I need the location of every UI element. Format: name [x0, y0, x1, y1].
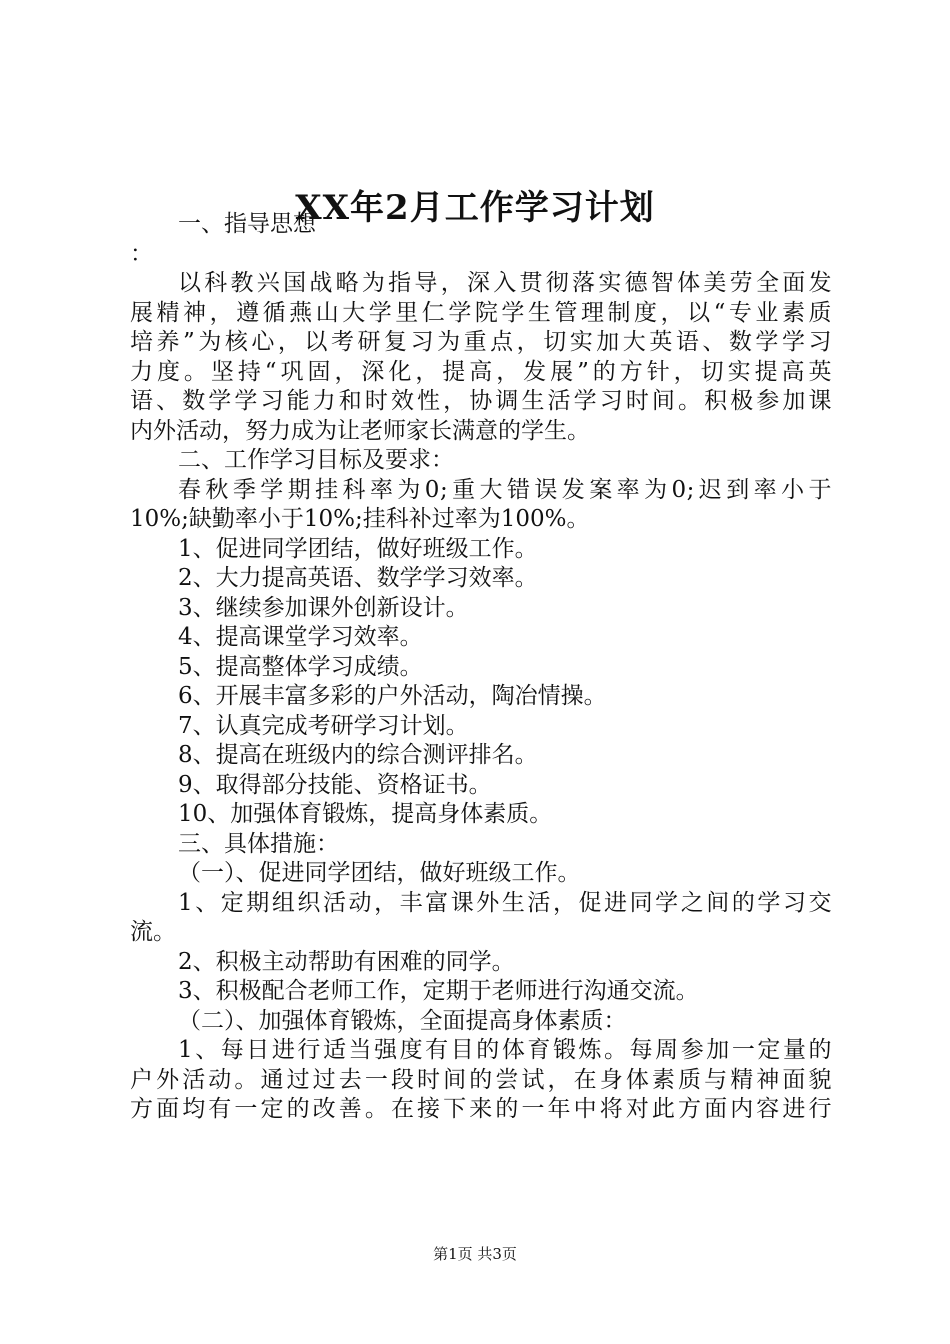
text-line: 内外活动，努力成为让老师家长满意的学生。 [130, 417, 590, 444]
text-line: 培养”为核心，以考研复习为重点，切实加大英语、数学学习 [130, 329, 832, 355]
text-line: 10、加强体育锻炼，提高身体素质。 [178, 801, 553, 827]
text-line: 展精神，遵循燕山大学里仁学院学生管理制度，以“专业素质 [130, 299, 832, 326]
text-line: ： [130, 240, 153, 267]
text-line: 5、提高整体学习成绩。 [178, 653, 423, 680]
document-body [130, 210, 832, 1125]
text-line: 4、提高课堂学习效率。 [178, 624, 423, 650]
text-line: 6、开展丰富多彩的户外活动，陶冶情操。 [178, 683, 607, 709]
text-line: 语、数学学习能力和时效性，协调生活学习时间。积极参加课 [130, 388, 832, 414]
text-line: 9、取得部分技能、资格证书。 [178, 771, 492, 798]
text-line: 1、每日进行适当强度有目的体育锻炼。每周参加一定量的 [178, 1037, 832, 1063]
text-line: 户外活动。通过过去一段时间的尝试，在身体素质与精神面貌 [130, 1066, 832, 1093]
text-line: 力度。坚持“巩固，深化，提高，发展”的方针，切实提高英 [130, 358, 832, 385]
text-line: 3、积极配合老师工作，定期于老师进行沟通交流。 [178, 978, 699, 1004]
text-line: （一）、促进同学团结，做好班级工作。 [178, 860, 581, 886]
text-line: 8、提高在班级内的综合测评排名。 [178, 742, 538, 768]
text-line: 3、继续参加课外创新设计。 [178, 594, 469, 621]
text-line: 1、促进同学团结，做好班级工作。 [178, 535, 538, 562]
text-line: 2、积极主动帮助有困难的同学。 [178, 948, 515, 975]
text-line: （二）、加强体育锻炼，全面提高身体素质： [178, 1007, 627, 1034]
text-line: 7、认真完成考研学习计划。 [178, 712, 469, 739]
text-line: 以科教兴国战略为指导，深入贯彻落实德智体美劳全面发 [178, 270, 832, 296]
text-line: 流。 [130, 919, 176, 945]
text-line: 方面均有一定的改善。在接下来的一年中将对此方面内容进行 [130, 1096, 832, 1122]
text-line: 2、大力提高英语、数学学习效率。 [178, 565, 538, 591]
text-line: 1、定期组织活动，丰富课外生活，促进同学之间的学习交 [178, 889, 832, 916]
text-line: 三、具体措施： [178, 830, 339, 857]
page-footer: 第1页 共3页 [433, 1245, 517, 1263]
text-line: 10%;缺勤率小于10%;挂科补过率为100%。 [130, 506, 590, 532]
document-title: XX年2月工作学习计划 [295, 188, 655, 228]
text-line: 春秋季学期挂科率为0;重大错误发案率为0;迟到率小于 [178, 476, 832, 503]
text-line: 二、工作学习目标及要求： [178, 447, 454, 473]
text-line: 一、指导思想 [178, 211, 316, 237]
